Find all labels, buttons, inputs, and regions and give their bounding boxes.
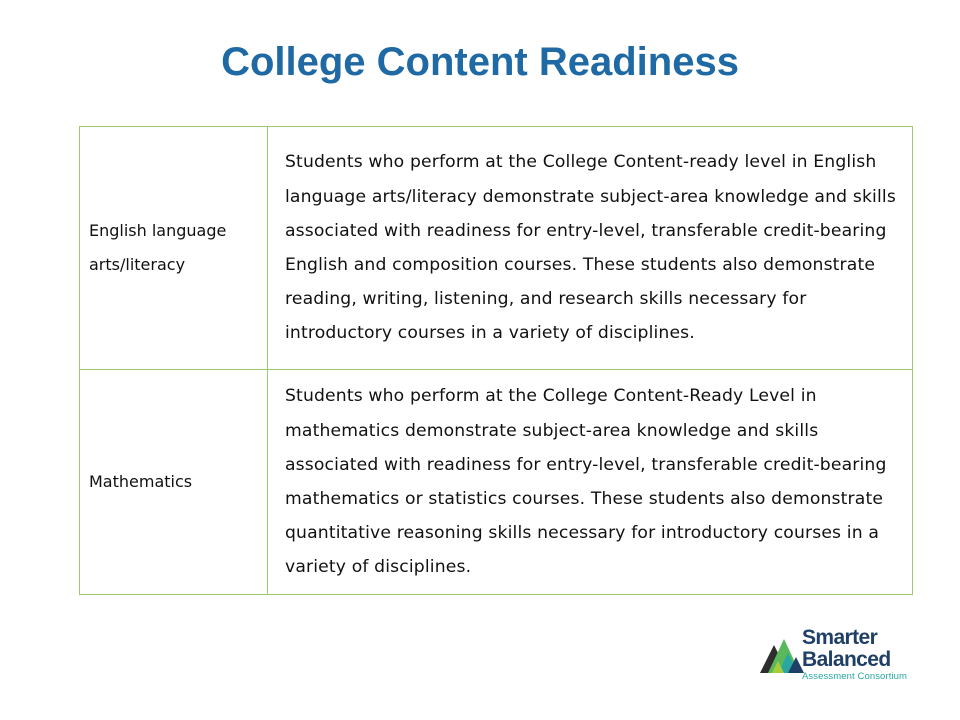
logo-wordmark [802, 627, 907, 683]
description-cell-math: Students who perform at the College Content-Ready Level in mathematics demonstrate subject-area knowledge and skills associated with readiness for entry-level, transferable credit-bearing mathematics or statistics courses. These students also demonstrate quantitative reasoning skills necessary for introductory courses in a variety of disciplines. [268, 370, 913, 595]
table-row [80, 127, 913, 370]
smarter-balanced-logo [758, 627, 928, 685]
triangles-logo-icon [758, 633, 808, 677]
logo-line-balanced: Balanced [802, 648, 891, 671]
table-row [80, 370, 913, 595]
page-title: College Content Readiness [221, 40, 739, 84]
logo-line-smarter: Smarter [802, 626, 878, 649]
subject-cell-ela: English language arts/literacy [80, 127, 268, 370]
readiness-table [79, 126, 913, 595]
description-cell-ela: Students who perform at the College Content-ready level in English language arts/literacy demonstrate subject-area knowledge and skills associated with readiness for entry-level, transferable credit-bearing English and composition courses. These students also demonstrate reading, writing, listening, and research skills necessary for introductory courses in a variety of disciplines. [268, 127, 913, 370]
subject-cell-math: Mathematics [80, 370, 268, 595]
logo-line-consortium: Assessment Consortium [802, 671, 908, 682]
